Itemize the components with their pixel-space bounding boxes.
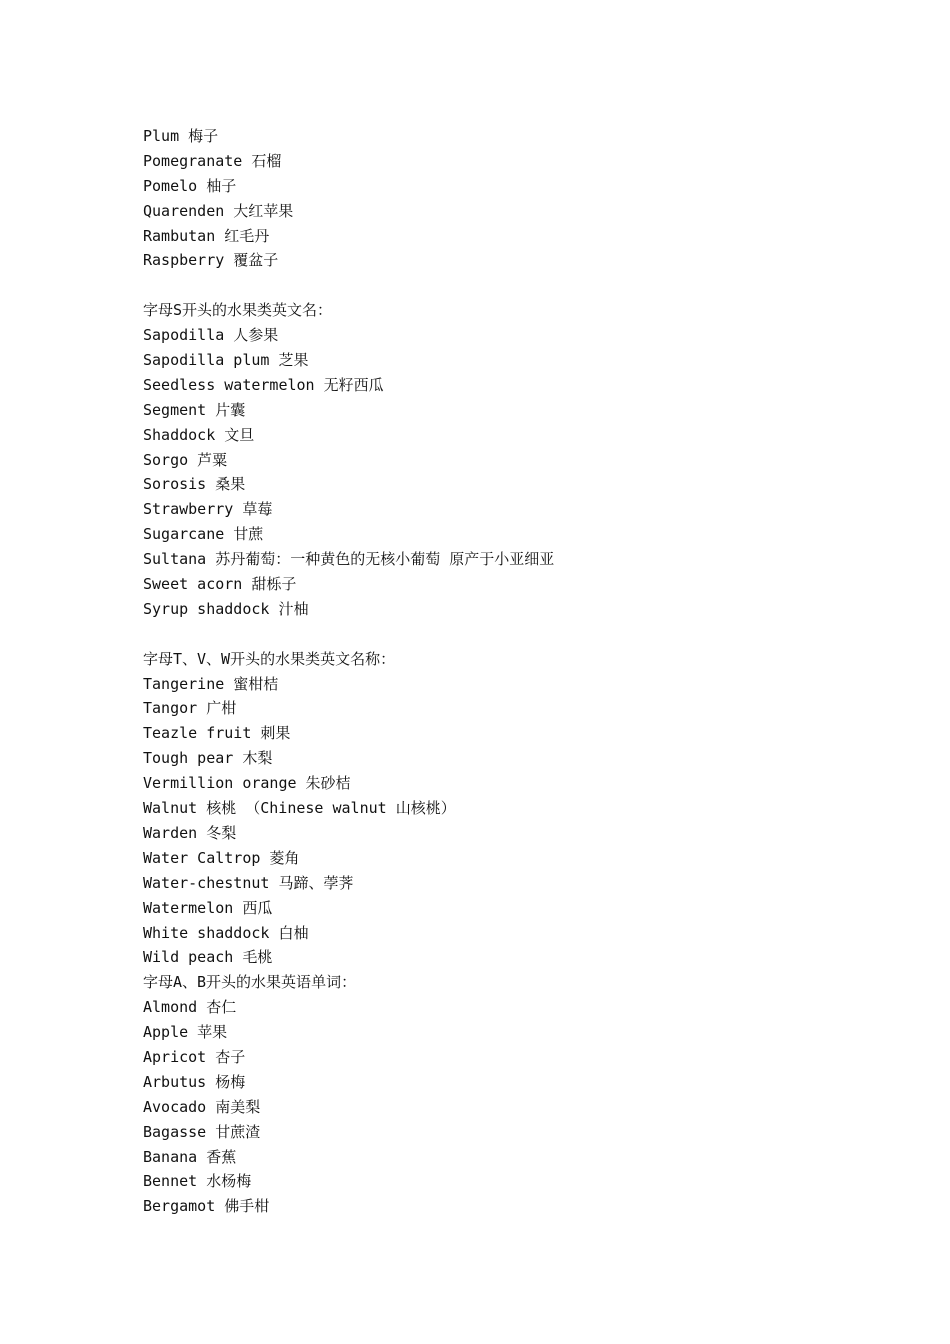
text-line: Apricot 杏子 — [143, 1047, 246, 1066]
text-line: Walnut 核桃 （Chinese walnut 山核桃） — [143, 799, 456, 818]
text-line: Tough pear 木梨 — [143, 749, 273, 768]
text-line: Teazle fruit 刺果 — [143, 724, 291, 743]
text-line: Syrup shaddock 汁柚 — [143, 599, 309, 618]
text-line: Bagasse 甘蔗渣 — [143, 1122, 261, 1141]
text-line: Raspberry 覆盆子 — [143, 251, 279, 270]
text-line: Seedless watermelon 无籽西瓜 — [143, 375, 384, 394]
text-line: Sapodilla plum 芝果 — [143, 351, 309, 370]
text-line: Water Caltrop 菱角 — [143, 848, 300, 867]
text-line: Tangerine 蜜柑桔 — [143, 674, 279, 693]
text-line: Shaddock 文旦 — [143, 425, 255, 444]
text-line: Plum 梅子 — [143, 127, 219, 145]
text-line: Segment 片囊 — [143, 400, 246, 419]
text-line: Almond 杏仁 — [143, 998, 237, 1017]
text-line: Pomegranate 石榴 — [143, 151, 282, 170]
text-line: Warden 冬梨 — [143, 823, 237, 842]
text-line: Apple 苹果 — [143, 1023, 228, 1042]
text-line: Sweet acorn 甜栎子 — [143, 575, 297, 594]
section-heading-tvw: 字母T、V、W开头的水果类英文名称： — [143, 649, 396, 668]
text-line: Wild peach 毛桃 — [143, 948, 273, 967]
text-line: Vermillion orange 朱砂桔 — [143, 774, 351, 793]
text-line: Banana 香蕉 — [143, 1147, 237, 1166]
text-line: Watermelon 西瓜 — [143, 898, 273, 917]
text-line: Tangor 广柑 — [143, 699, 237, 718]
blank-line — [143, 622, 903, 647]
text-line: Sapodilla 人参果 — [143, 326, 279, 345]
text-line: Bennet 水杨梅 — [143, 1172, 252, 1191]
text-line: Sugarcane 甘蔗 — [143, 525, 264, 544]
section-heading-s: 字母S开头的水果类英文名： — [143, 301, 333, 320]
text-line: Avocado 南美梨 — [143, 1097, 261, 1116]
text-line: Sorosis 桑果 — [143, 475, 246, 494]
text-line: Sultana 苏丹葡萄：一种黄色的无核小葡萄 原产于小亚细亚 — [143, 550, 555, 569]
text-line: Bergamot 佛手柑 — [143, 1197, 270, 1216]
text-line: Strawberry 草莓 — [143, 500, 273, 519]
text-line: Rambutan 红毛丹 — [143, 226, 270, 245]
blank-line — [143, 273, 903, 298]
text-line: Quarenden 大红苹果 — [143, 201, 294, 220]
text-line: Arbutus 杨梅 — [143, 1072, 246, 1091]
text-line: White shaddock 白柚 — [143, 923, 309, 942]
text-line: Sorgo 芦粟 — [143, 450, 228, 469]
document-text — [143, 124, 903, 1219]
text-line: Pomelo 柚子 — [143, 176, 237, 195]
section-heading-ab: 字母A、B开头的水果英语单词： — [143, 973, 357, 992]
text-line: Water-chestnut 马蹄、荸荠 — [143, 873, 354, 892]
